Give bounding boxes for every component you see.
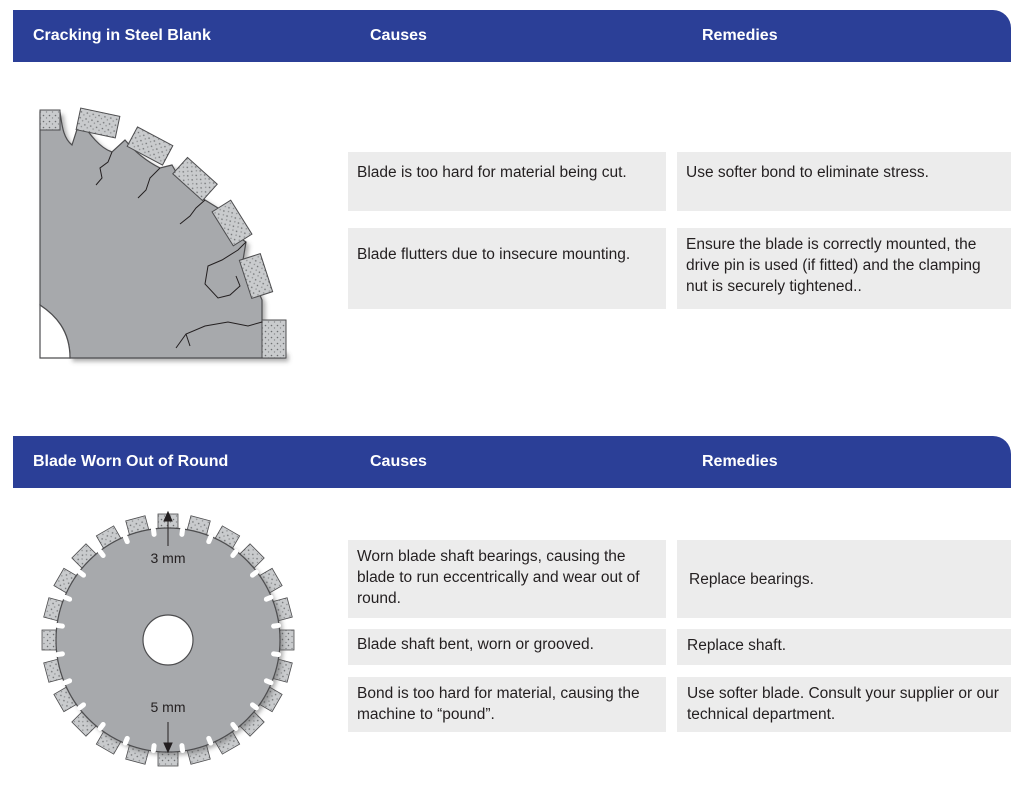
remedy-text: Use softer blade. Consult your supplier or our technical department. [687,685,999,723]
top-gap-label: 3 mm [150,550,186,566]
remedies-column-header: Remedies [702,453,778,470]
bottom-gap-label: 5 mm [150,699,186,715]
remedy-text: Replace shaft. [687,637,787,654]
remedies-column-header: Remedies [702,27,778,44]
section-title: Cracking in Steel Blank [33,27,211,44]
cause-text: Blade shaft bent, worn or grooved. [357,636,594,653]
cracked-blade-illustration [0,90,300,390]
remedy-text: Use softer bond to eliminate stress. [686,164,929,181]
remedy-cell [677,228,1011,309]
cause-cell [348,228,666,309]
worn-blade-illustration [28,500,308,780]
cause-text: Worn blade shaft bearings, causing the blade to run eccentrically and wear out of round. [357,548,640,607]
remedy-cell [677,152,1011,211]
section-title: Blade Worn Out of Round [33,453,229,470]
remedy-text: Replace bearings. [689,570,814,588]
remedy-cell [677,540,1011,618]
segment [262,320,286,358]
section-header-cracking [13,10,1011,62]
causes-column-header: Causes [370,27,427,44]
remedy-cell [677,629,1011,665]
section-header-out-of-round [13,436,1011,488]
cause-cell [348,677,666,732]
cause-cell [348,629,666,665]
causes-column-header: Causes [370,453,427,470]
cause-text: Bond is too hard for material, causing the machine to “pound”. [357,685,640,723]
cause-cell [348,540,666,618]
arbor-hole [143,615,193,665]
segment [40,110,60,130]
cause-text: Blade flutters due to insecure mounting. [357,246,631,263]
cause-text: Blade is too hard for material being cut. [357,164,627,181]
cause-cell [348,152,666,211]
remedy-cell [677,677,1011,732]
remedy-text: Ensure the blade is correctly mounted, the drive pin is used (if fitted) and the clamping nut is securely tightened.. [686,236,981,295]
